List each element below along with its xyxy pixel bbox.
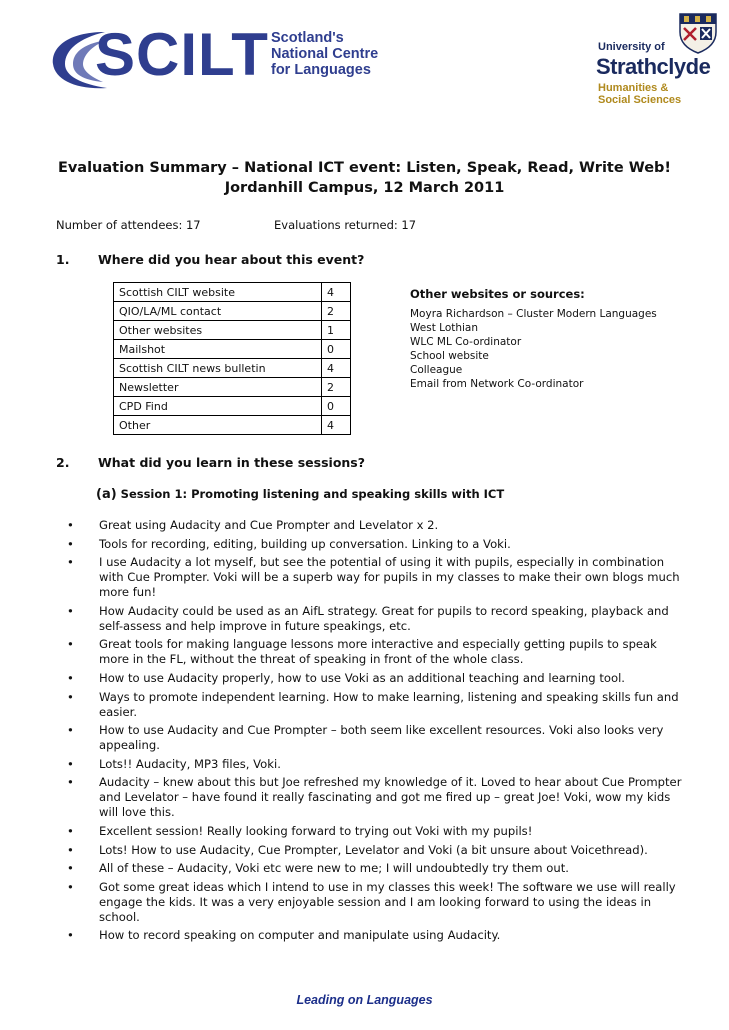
- bullet-icon: •: [67, 723, 74, 738]
- bullet-icon: •: [67, 518, 74, 532]
- source-label: Scottish CILT news bulletin: [114, 359, 322, 378]
- scilt-logo: [47, 18, 407, 100]
- list-item: West Lothian: [410, 322, 479, 334]
- source-count: 0: [322, 340, 351, 359]
- attendees-count: Number of attendees: 17: [56, 218, 201, 232]
- source-label: Newsletter: [114, 378, 322, 397]
- question-number: 2.: [56, 455, 70, 470]
- strath-university-of: University of: [598, 41, 665, 53]
- source-label: Scottish CILT website: [114, 283, 322, 302]
- source-count: 4: [322, 283, 351, 302]
- table-row: [114, 321, 351, 340]
- question-text: What did you learn in these sessions?: [98, 455, 365, 470]
- source-label: Other websites: [114, 321, 322, 340]
- bullet-icon: •: [67, 928, 74, 943]
- table-row: [114, 283, 351, 302]
- evaluations-returned: Evaluations returned: 17: [274, 218, 417, 232]
- scilt-wordmark: SCILT: [95, 21, 269, 88]
- source-label: QIO/LA/ML contact: [114, 302, 322, 321]
- bullet-icon: •: [67, 861, 74, 876]
- list-item: • How Audacity could be used as an AifL strategy. Great for pupils to record speaking, playback and self-assess and help improve in future speakings, etc.: [67, 603, 669, 633]
- feedback-list: [64, 518, 684, 947]
- list-item: Colleague: [410, 364, 463, 376]
- list-item: Email from Network Co-ordinator: [410, 378, 584, 390]
- footer-tagline: Leading on Languages: [296, 993, 433, 1007]
- other-sources-title: Other websites or sources:: [410, 287, 585, 301]
- page-title: Evaluation Summary – National ICT event: Listen, Speak, Read, Write Web!: [57, 160, 672, 176]
- bullet-icon: •: [67, 879, 74, 894]
- list-item: Moyra Richardson – Cluster Modern Languages: [410, 308, 657, 320]
- page-subtitle: Jordanhill Campus, 12 March 2011: [224, 180, 505, 196]
- list-item: • Audacity – knew about this but Joe refreshed my knowledge of it. Loved to hear about Cue Prompter and Levelator – have found it really fascinating and got me fired up – great Joe! Voki, wow my kids will love this.: [67, 775, 682, 820]
- bullet-icon: •: [67, 670, 74, 685]
- session-letter: (a): [96, 487, 117, 502]
- source-count: 1: [322, 321, 351, 340]
- bullet-icon: •: [67, 756, 74, 771]
- list-item: • Lots! How to use Audacity, Cue Prompter, Levelator and Voki (a bit unsure about Voicethread).: [67, 842, 648, 857]
- bullet-icon: •: [67, 555, 74, 570]
- bullet-icon: •: [67, 842, 74, 857]
- source-count: 4: [322, 416, 351, 435]
- strath-name: Strathclyde: [596, 54, 711, 79]
- list-item: • I use Audacity a lot myself, but see the potential of using it with pupils, especially in combination with Cue Prompter. Voki will be a superb way for pupils in my classes to make their own blogs much more fun!: [67, 555, 680, 600]
- bullet-icon: •: [67, 637, 74, 652]
- list-item: WLC ML Co-ordinator: [410, 336, 522, 348]
- list-item: • Great using Audacity and Cue Prompter and Levelator x 2.: [67, 518, 439, 532]
- bullet-icon: •: [67, 603, 74, 618]
- list-item: • All of these – Audacity, Voki etc were new to me; I will undoubtedly try them out.: [67, 861, 569, 876]
- list-item: School website: [410, 350, 489, 362]
- sources-table: [113, 282, 351, 435]
- source-count: 2: [322, 302, 351, 321]
- bullet-icon: •: [67, 689, 74, 704]
- strath-faculty: Humanities & Social Sciences: [598, 82, 682, 106]
- session-title: Session 1: Promoting listening and speaking skills with ICT: [120, 487, 505, 501]
- question-text: Where did you hear about this event?: [98, 252, 365, 267]
- source-count: 4: [322, 359, 351, 378]
- bullet-icon: •: [67, 775, 74, 790]
- source-count: 0: [322, 397, 351, 416]
- list-item: • Lots!! Audacity, MP3 files, Voki.: [67, 756, 281, 771]
- strathclyde-logo: [598, 10, 720, 110]
- bullet-icon: •: [67, 536, 74, 551]
- question-number: 1.: [56, 252, 70, 267]
- session-heading: [96, 487, 504, 502]
- source-label: CPD Find: [114, 397, 322, 416]
- other-sources: [410, 287, 657, 391]
- table-row: [114, 340, 351, 359]
- table-row: [114, 397, 351, 416]
- scilt-subtitle: Scotland's National Centre for Languages: [271, 30, 379, 78]
- list-item: • How to use Audacity and Cue Prompter – both seem like excellent resources. Voki also looks very appealing.: [67, 723, 664, 753]
- table-row: [114, 416, 351, 435]
- university-crest-icon: [676, 10, 720, 54]
- list-item: • Great tools for making language lessons more interactive and especially getting pupils to speak more in the FL, without the threat of speaking in front of the whole class.: [67, 637, 657, 667]
- table-row: [114, 359, 351, 378]
- table-row: [114, 378, 351, 397]
- list-item: • How to use Audacity properly, how to use Voki as an additional teaching and learning tool.: [67, 670, 625, 685]
- list-item: • Ways to promote independent learning. How to make learning, listening and speaking skills fun and easier.: [67, 689, 679, 719]
- bullet-icon: •: [67, 823, 74, 838]
- table-row: [114, 302, 351, 321]
- source-label: Mailshot: [114, 340, 322, 359]
- list-item: • Excellent session! Really looking forward to trying out Voki with my pupils!: [67, 823, 533, 838]
- list-item: • Tools for recording, editing, building up conversation. Linking to a Voki.: [67, 536, 511, 551]
- source-count: 2: [322, 378, 351, 397]
- list-item: • How to record speaking on computer and manipulate using Audacity.: [67, 928, 501, 943]
- list-item: • Got some great ideas which I intend to use in my classes this week! The software we use will really engage the kids. It was a very enjoyable session and I am looking forward to using the ideas in school.: [67, 879, 676, 924]
- source-label: Other: [114, 416, 322, 435]
